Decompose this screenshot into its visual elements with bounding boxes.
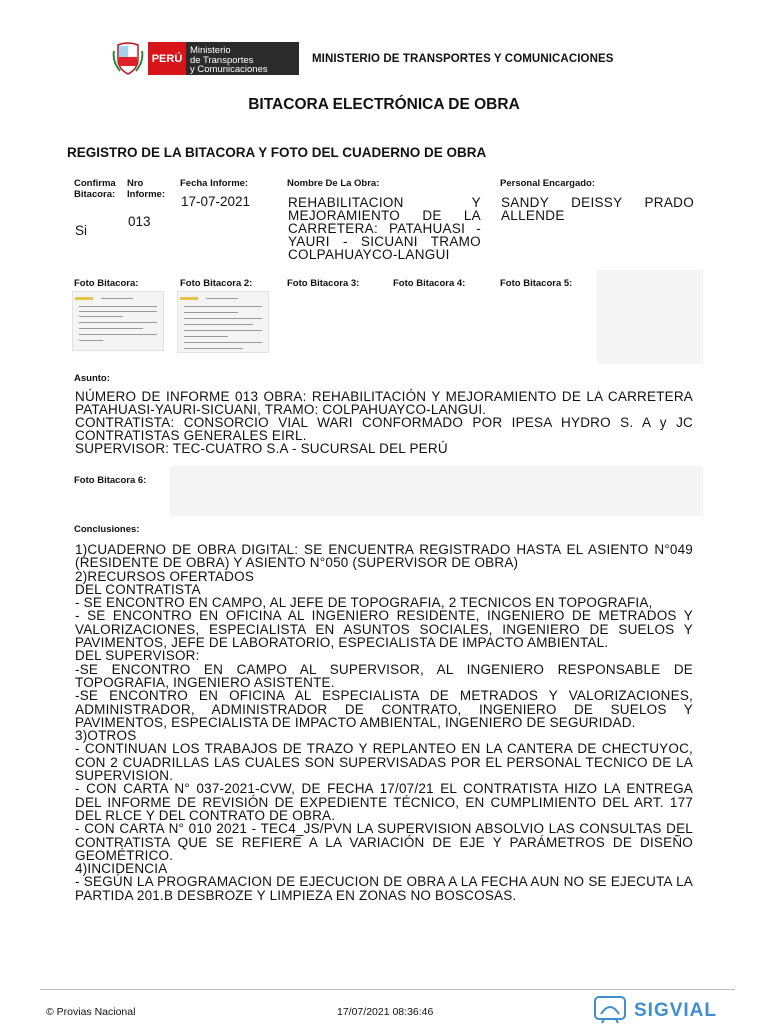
foto6-placeholder (170, 466, 703, 516)
conclusion-line: - SE ENCONTRO EN OFICINA AL INGENIERO RESIDENTE, INGENIERO DE METRADOS Y VALORIZACIONES, ESPECIALISTA EN ASUNTOS SOCIALES, INGENIERO DE SUELOS Y PAVIMENTOS, JEFE DE LABORATORIO, ESPECIALISTA DE IMPACTO AMBIENTAL. (75, 608, 693, 651)
foto1-label: Foto Bitacora: (74, 278, 139, 289)
personal-value: SANDY DEISSY PRADO ALLENDE (501, 195, 694, 223)
sigvial-brand: SIGVIAL (634, 1000, 718, 1021)
nro-informe-label: Nro Informe: (127, 178, 165, 200)
asunto-text (75, 390, 693, 455)
footer-divider (40, 989, 735, 990)
ministry-line-3: y Comunicaciones (190, 64, 268, 75)
conclusion-line: DEL CONTRATISTA (75, 581, 201, 597)
conclusion-line: - CON CARTA N° 010 2021 - TEC4_JS/PVN LA SUPERVISION ABSOLVIO LAS CONSULTAS DEL CONTRATISTA QUE SE REFIERE A LA VARIACIÓN DE EJE Y PARÁMETROS DE DISEÑO GEOMÉTRICO. (75, 821, 693, 863)
fecha-informe-value: 17-07-2021 (181, 194, 251, 209)
foto2-label: Foto Bitacora 2: (180, 278, 253, 289)
conclusion-line: 2)RECURSOS OFERTADOS (75, 568, 255, 584)
ministry-line-2: de Transportes (190, 54, 254, 66)
obra-label: Nombre De La Obra: (287, 178, 380, 189)
country-label: PERÚ (151, 52, 183, 65)
asunto-label: Asunto: (74, 373, 110, 384)
page-title: BITACORA ELECTRÓNICA DE OBRA (248, 96, 520, 113)
asunto-line: CONTRATISTA: CONSORCIO VIAL WARI CONFORMADO POR IPESA HYDRO S. A y JC CONTRATISTAS GENERALES EIRL. (75, 415, 693, 443)
foto1-thumbnail[interactable] (72, 291, 164, 351)
conclusion-line: -SE ENCONTRO EN OFICINA AL ESPECIALISTA DE METRADOS Y VALORIZACIONES, ADMINISTRADOR, ADMINISTRADOR DE CONTRATO, INGENIERO DE SUELOS Y PAVIMENTOS, ESPECIALISTA DE IMPACTO AMBIENTAL, INGENIERO DE SEGURIDAD. (75, 688, 693, 730)
footer-copyright: © Provias Nacional (46, 1006, 136, 1018)
conclusion-line: -SE ENCONTRO EN CAMPO AL SUPERVISOR, AL INGENIERO RESPONSABLE DE TOPOGRAFIA, INGENIERO ASISTENTE. (75, 661, 693, 690)
conclusion-line: 1)CUADERNO DE OBRA DIGITAL: SE ENCUENTRA REGISTRADO HASTA EL ASIENTO N°049 (RESIDENTE DE OBRA) Y ASIENTO N°050 (SUPERVISOR DE OBRA) (75, 542, 693, 571)
confirma-value: Si (75, 223, 88, 238)
coat-of-arms-icon (112, 41, 144, 75)
conclusiones-label: Conclusiones: (74, 524, 140, 535)
asunto-line: NÚMERO DE INFORME 013 OBRA: REHABILITACIÓN Y MEJORAMIENTO DE LA CARRETERA PATAHUASI-YAURI-SICUANI, TRAMO: COLPAHUAYCO-LANGUI. (75, 389, 693, 417)
confirma-label: Confirma Bitacora: (74, 178, 116, 200)
conclusion-line: - SE ENCONTRO EN CAMPO, AL JEFE DE TOPOGRAFIA, 2 TECNICOS EN TOPOGRAFIA, (75, 595, 653, 611)
foto3-label: Foto Bitacora 3: (287, 278, 360, 289)
sigvial-logo-icon (594, 996, 626, 1024)
conclusion-line: 3)OTROS (75, 728, 137, 744)
conclusion-line: DEL SUPERVISOR: (75, 648, 200, 664)
conclusion-line: - CON CARTA N° 037-2021-CVW, DE FECHA 17/07/21 EL CONTRATISTA HIZO LA ENTREGA DEL INFORME DE REVISIÓN DE EXPEDIENTE TÉCNICO, EN CUMPLIMIENTO DEL ART. 177 DEL RLCE Y DEL CONTRATO DE OBRA. (75, 781, 693, 823)
asunto-line: SUPERVISOR: TEC-CUATRO S.A - SUCURSAL DEL PERÚ (75, 441, 448, 456)
fecha-informe-label: Fecha Informe: (180, 178, 249, 189)
conclusion-line: 4)INCIDENCIA (75, 861, 168, 877)
foto2-thumbnail[interactable] (177, 291, 269, 353)
peru-logo-block (148, 42, 186, 75)
foto5-placeholder (597, 270, 703, 364)
ministry-line-1: Ministerio (190, 45, 231, 56)
footer-timestamp: 17/07/2021 08:36:46 (337, 1006, 434, 1018)
conclusion-line: - SEGÚN LA PROGRAMACION DE EJECUCION DE OBRA A LA FECHA AUN NO SE EJECUTA LA PARTIDA 201.B DESBROZE Y LIMPIEZA EN ZONAS NO BOSCOSAS. (75, 874, 693, 903)
conclusiones-text (75, 543, 693, 902)
ministry-logo-block (186, 42, 299, 75)
ministry-name: MINISTERIO DE TRANSPORTES Y COMUNICACIONES (312, 53, 614, 65)
conclusion-line: - CONTINUAN LOS TRABAJOS DE TRAZO Y REPLANTEO EN LA CANTERA DE CHECTUYOC, CON 2 CUADRILLAS LAS CUALES SON SUPERVISADAS POR EL PERSONAL TECNICO DE LA SUPERVISION. (75, 741, 693, 784)
section-subtitle: REGISTRO DE LA BITACORA Y FOTO DEL CUADERNO DE OBRA (67, 145, 487, 160)
foto5-label: Foto Bitacora 5: (500, 278, 573, 289)
personal-label: Personal Encargado: (500, 178, 596, 189)
foto6-label: Foto Bitacora 6: (74, 475, 147, 486)
foto4-label: Foto Bitacora 4: (393, 278, 466, 289)
nro-informe-value: 013 (128, 214, 151, 229)
obra-value: REHABILITACION Y MEJORAMIENTO DE LA CARRETERA: PATAHUASI - YAURI - SICUANI TRAMO COLPAHUAYCO-LANGUI (288, 195, 481, 262)
